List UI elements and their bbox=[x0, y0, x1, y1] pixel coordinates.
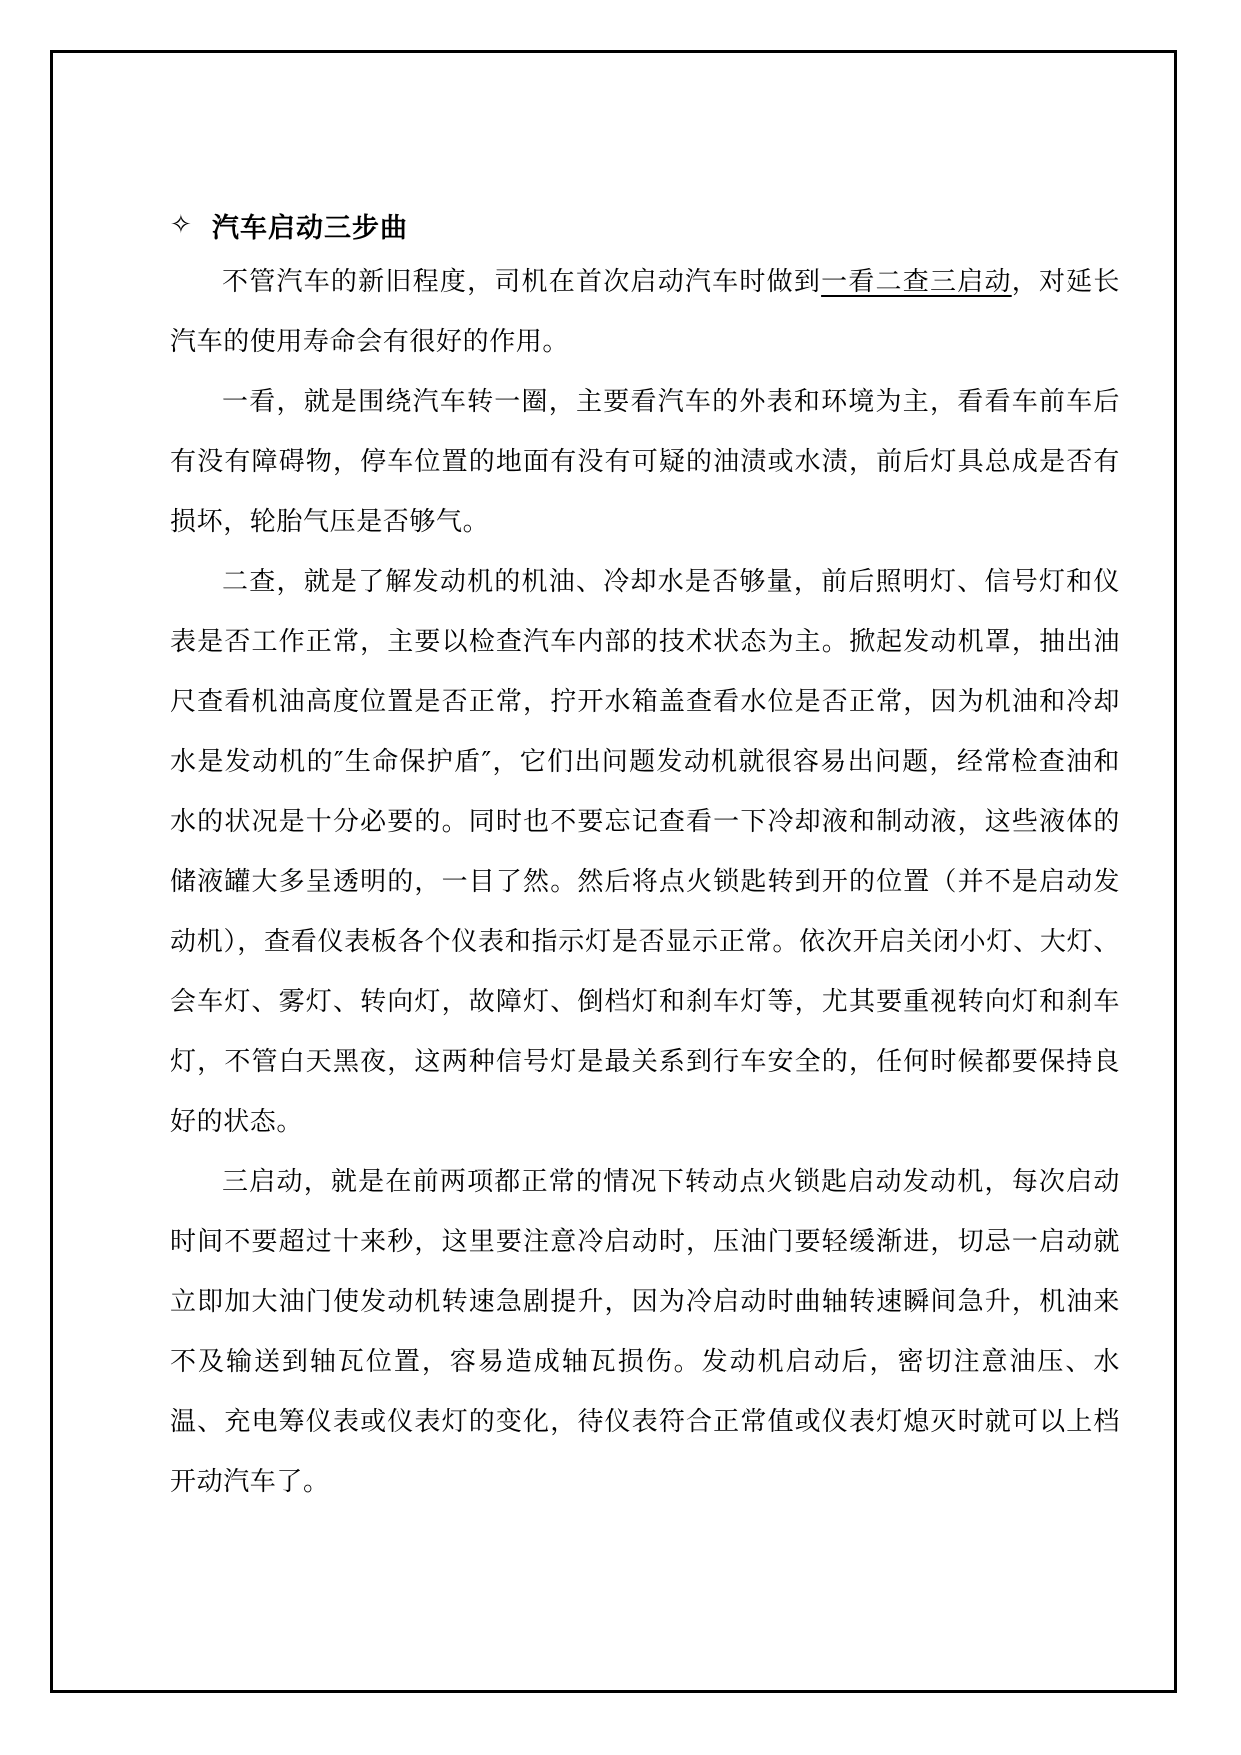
paragraph-check: 二查，就是了解发动机的机油、冷却水是否够量，前后照明灯、信号灯和仪表是否工作正常，主要以检查汽车内部的技术状态为主。掀起发动机罩，抽出油尺查看机油高度位置是否正常，拧开水箱盖查看水位是否正常，因为机油和冷却水是发动机的″生命保护盾″，它们出问题发动机就很容易出问题，经常检查油和水的状况是十分必要的。同时也不要忘记查看一下冷却液和制动液，这些液体的储液罐大多呈透明的，一目了然。然后将点火锁匙转到开的位置（并不是启动发动机），查看仪表板各个仪表和指示灯是否显示正常。依次开启关闭小灯、大灯、会车灯、雾灯、转向灯，故障灯、倒档灯和刹车灯等，尤其要重视转向灯和刹车灯，不管白天黑夜，这两种信号灯是最关系到行车安全的，任何时候都要保持良好的状态。 bbox=[170, 567, 1120, 1137]
paragraph-intro bbox=[170, 252, 1120, 372]
intro-text-after: ，对延长汽车的使用寿命会有很好的作用。 bbox=[170, 267, 1121, 357]
underlined-phrase: 一看二查三启动 bbox=[821, 267, 1012, 297]
heading-title: 汽车启动三步曲 bbox=[212, 212, 408, 244]
intro-text-before: 不管汽车的新旧程度，司机在首次启动汽车时做到 bbox=[222, 267, 822, 297]
sparkle-outline-icon: ✧ bbox=[170, 210, 193, 240]
paragraph-start: 三启动，就是在前两项都正常的情况下转动点火锁匙启动发动机，每次启动时间不要超过十来秒，这里要注意冷启动时，压油门要轻缓渐进，切忌一启动就立即加大油门使发动机转速急剧提升，因为冷启动时曲轴转速瞬间急升，机油来不及输送到轴瓦位置，容易造成轴瓦损伤。发动机启动后，密切注意油压、水温、充电筹仪表或仪表灯的变化，待仪表符合正常值或仪表灯熄灭时就可以上档开动汽车了。 bbox=[170, 1167, 1120, 1497]
section-heading bbox=[170, 198, 1120, 252]
paragraph-look: 一看，就是围绕汽车转一圈，主要看汽车的外表和环境为主，看看车前车后有没有障碍物，停车位置的地面有没有可疑的油渍或水渍，前后灯具总成是否有损坏，轮胎气压是否够气。 bbox=[170, 387, 1120, 537]
document-body bbox=[170, 198, 1120, 1512]
